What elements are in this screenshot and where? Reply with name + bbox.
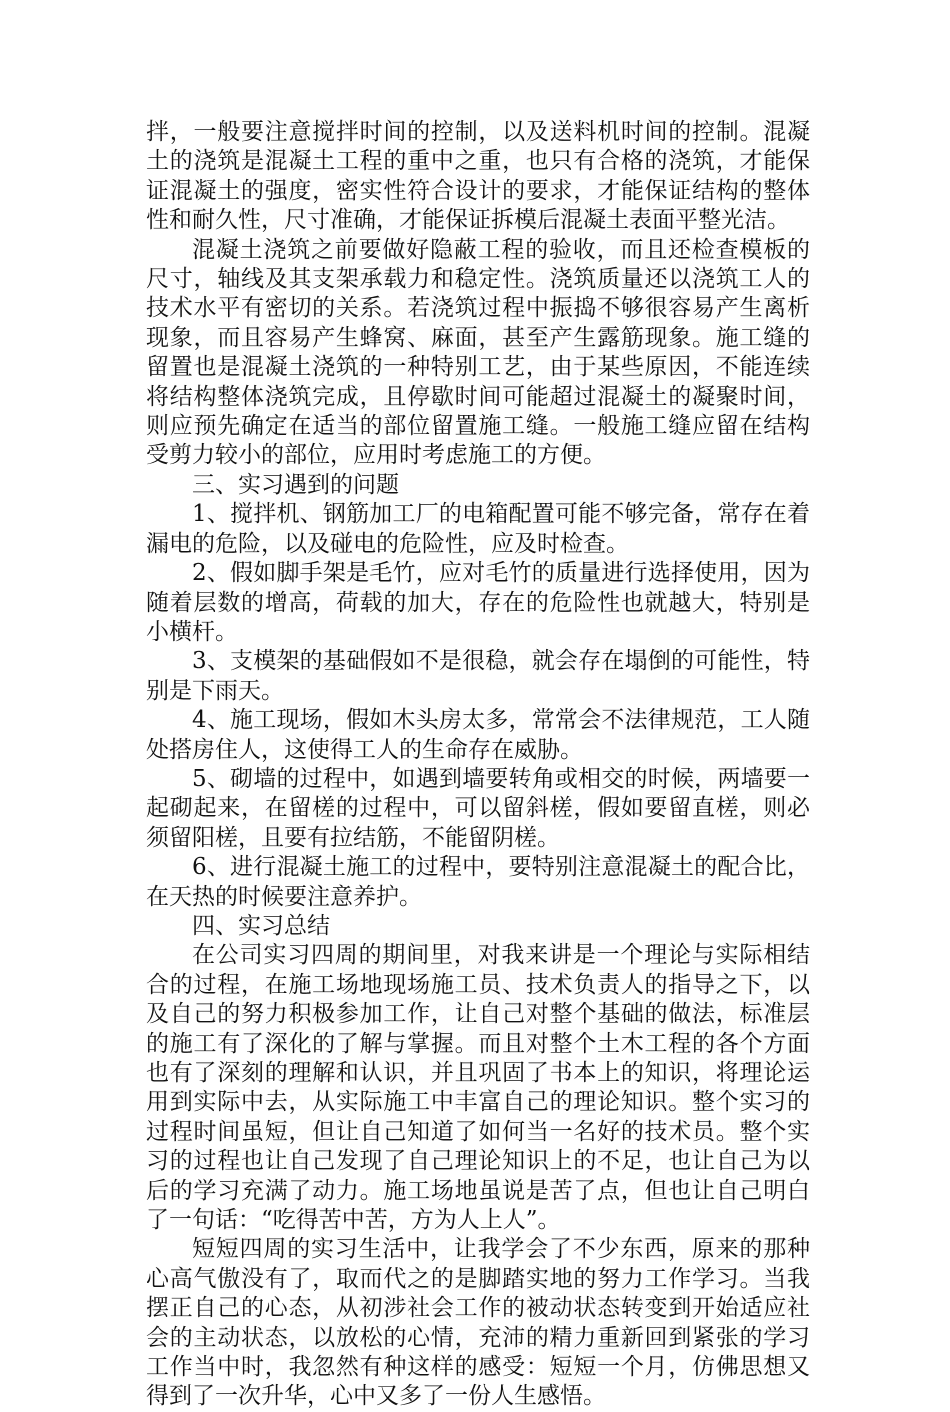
paragraph-concrete-pouring-continued: 拌，一般要注意搅拌时间的控制，以及送料机时间的控制。混凝土的浇筑是混凝土工程的重中之重，也只有合格的浇筑，才能保证混凝土的强度，密实性符合设计的要求，才能保证结构的整体性和耐久性，尺寸准确，才能保证拆模后混凝土表面平整光洁。	[146, 119, 810, 234]
list-item-problem-5: 5、砌墙的过程中，如遇到墙要转角或相交的时候，两墙要一起砌起来，在留槎的过程中，可以留斜槎，假如要留直槎，则必须留阳槎，且要有拉结筋，不能留阴槎。	[146, 765, 810, 851]
section-heading-summary: 四、实习总结	[192, 912, 330, 939]
paragraph-summary-2: 短短四周的实习生活中，让我学会了不少东西，原来的那种心高气傲没有了，取而代之的是脚踏实地的努力工作学习。当我摆正自己的心态，从初涉社会工作的被动状态转变到开始适应社会的主动状态，以放松的心情，充沛的精力重新回到紧张的学习工作当中时，我忽然有种这样的感受：短短一个月，仿佛思想又得到了一次升华，心中又多了一份人生感悟。	[146, 1236, 810, 1410]
list-item-problem-3: 3、支模架的基础假如不是很稳，就会存在塌倒的可能性，特别是下雨天。	[146, 648, 810, 704]
list-item-problem-2: 2、假如脚手架是毛竹，应对毛竹的质量进行选择使用，因为随着层数的增高，荷载的加大，存在的危险性也就越大，特别是小横杆。	[146, 560, 810, 645]
section-heading-problems: 三、实习遇到的问题	[192, 471, 399, 498]
document-page	[146, 118, 810, 1412]
list-item-problem-6: 6、进行混凝土施工的过程中，要特别注意混凝土的配合比，在天热的时候要注意养护。	[146, 854, 810, 910]
list-item-problem-1: 1、搅拌机、钢筋加工厂的电箱配置可能不够完备，常存在着漏电的危险，以及碰电的危险性，应及时检查。	[146, 501, 810, 557]
paragraph-summary-1: 在公司实习四周的期间里，对我来讲是一个理论与实际相结合的过程，在施工场地现场施工员、技术负责人的指导之下，以及自己的努力积极参加工作，让自己对整个基础的做法，标准层的施工有了深化的了解与掌握。而且对整个土木工程的各个方面也有了深刻的理解和认识，并且巩固了书本上的知识，将理论运用到实际中去，从实际施工中丰富自己的理论知识。整个实习的过程时间虽短，但让自己知道了如何当一名好的技术员。整个实习的过程也让自己发现了自己理论知识上的不足，也让自己为以后的学习充满了动力。施工场地虽说是苦了点，但也让自己明白了一句话：“吃得苦中苦，方为人上人”。	[146, 942, 810, 1234]
list-item-problem-4: 4、施工现场，假如木头房太多，常常会不法律规范，工人随处搭房住人，这使得工人的生命存在威胁。	[146, 707, 810, 763]
paragraph-concrete-pouring: 混凝土浇筑之前要做好隐蔽工程的验收，而且还检查模板的尺寸，轴线及其支架承载力和稳定性。浇筑质量还以浇筑工人的技术水平有密切的关系。若浇筑过程中振捣不够很容易产生离析现象，而且容易产生蜂窝、麻面，甚至产生露筋现象。施工缝的留置也是混凝土浇筑的一种特别工艺，由于某些原因，不能连续将结构整体浇筑完成，且停歇时间可能超过混凝土的凝聚时间，则应预先确定在适当的部位留置施工缝。一般施工缝应留在结构受剪力较小的部位，应用时考虑施工的方便。	[146, 236, 810, 469]
